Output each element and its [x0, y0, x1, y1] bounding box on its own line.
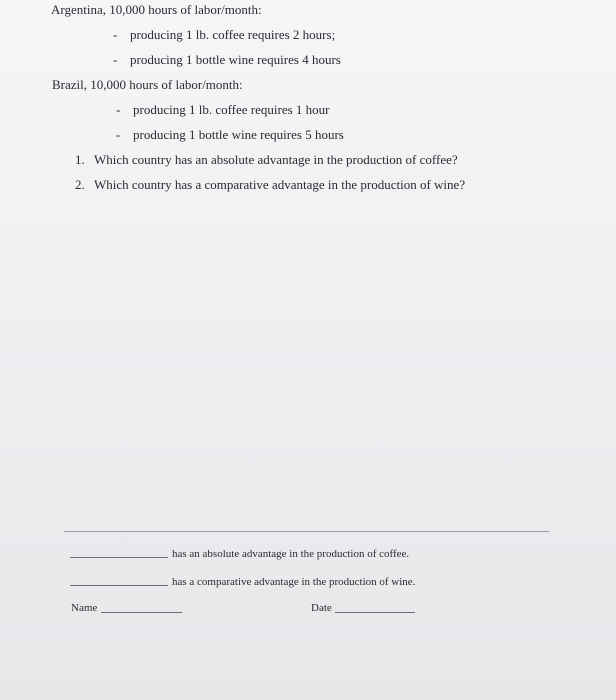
argentina-wine-line: producing 1 bottle wine requires 4 hours — [130, 52, 341, 67]
answer-2-text: has a comparative advantage in the production of wine. — [172, 576, 416, 588]
argentina-coffee-line: producing 1 lb. coffee requires 2 hours; — [130, 27, 336, 42]
section-divider — [64, 531, 549, 532]
question-1-text: Which country has an absolute advantage in the production of coffee? — [94, 152, 458, 167]
answer-1-blank[interactable] — [70, 557, 168, 558]
bullet-dash: - — [116, 127, 121, 142]
brazil-coffee-line: producing 1 lb. coffee requires 1 hour — [133, 102, 330, 117]
bullet-dash: - — [113, 27, 118, 42]
bullet-dash: - — [116, 102, 121, 117]
name-label: Name — [71, 602, 98, 614]
date-label: Date — [311, 602, 332, 614]
date-blank[interactable] — [335, 612, 415, 613]
brazil-wine-line: producing 1 bottle wine requires 5 hours — [133, 127, 344, 142]
brazil-header: Brazil, 10,000 hours of labor/month: — [52, 77, 243, 92]
question-1-number: 1. — [75, 152, 85, 167]
question-2-text: Which country has a comparative advantage in the production of wine? — [94, 177, 466, 192]
bullet-dash: - — [113, 52, 118, 67]
answer-2-blank[interactable] — [70, 585, 168, 586]
question-2-number: 2. — [75, 177, 85, 192]
answer-1-text: has an absolute advantage in the production of coffee. — [172, 548, 410, 560]
name-blank[interactable] — [101, 612, 182, 613]
argentina-header: Argentina, 10,000 hours of labor/month: — [51, 2, 262, 17]
